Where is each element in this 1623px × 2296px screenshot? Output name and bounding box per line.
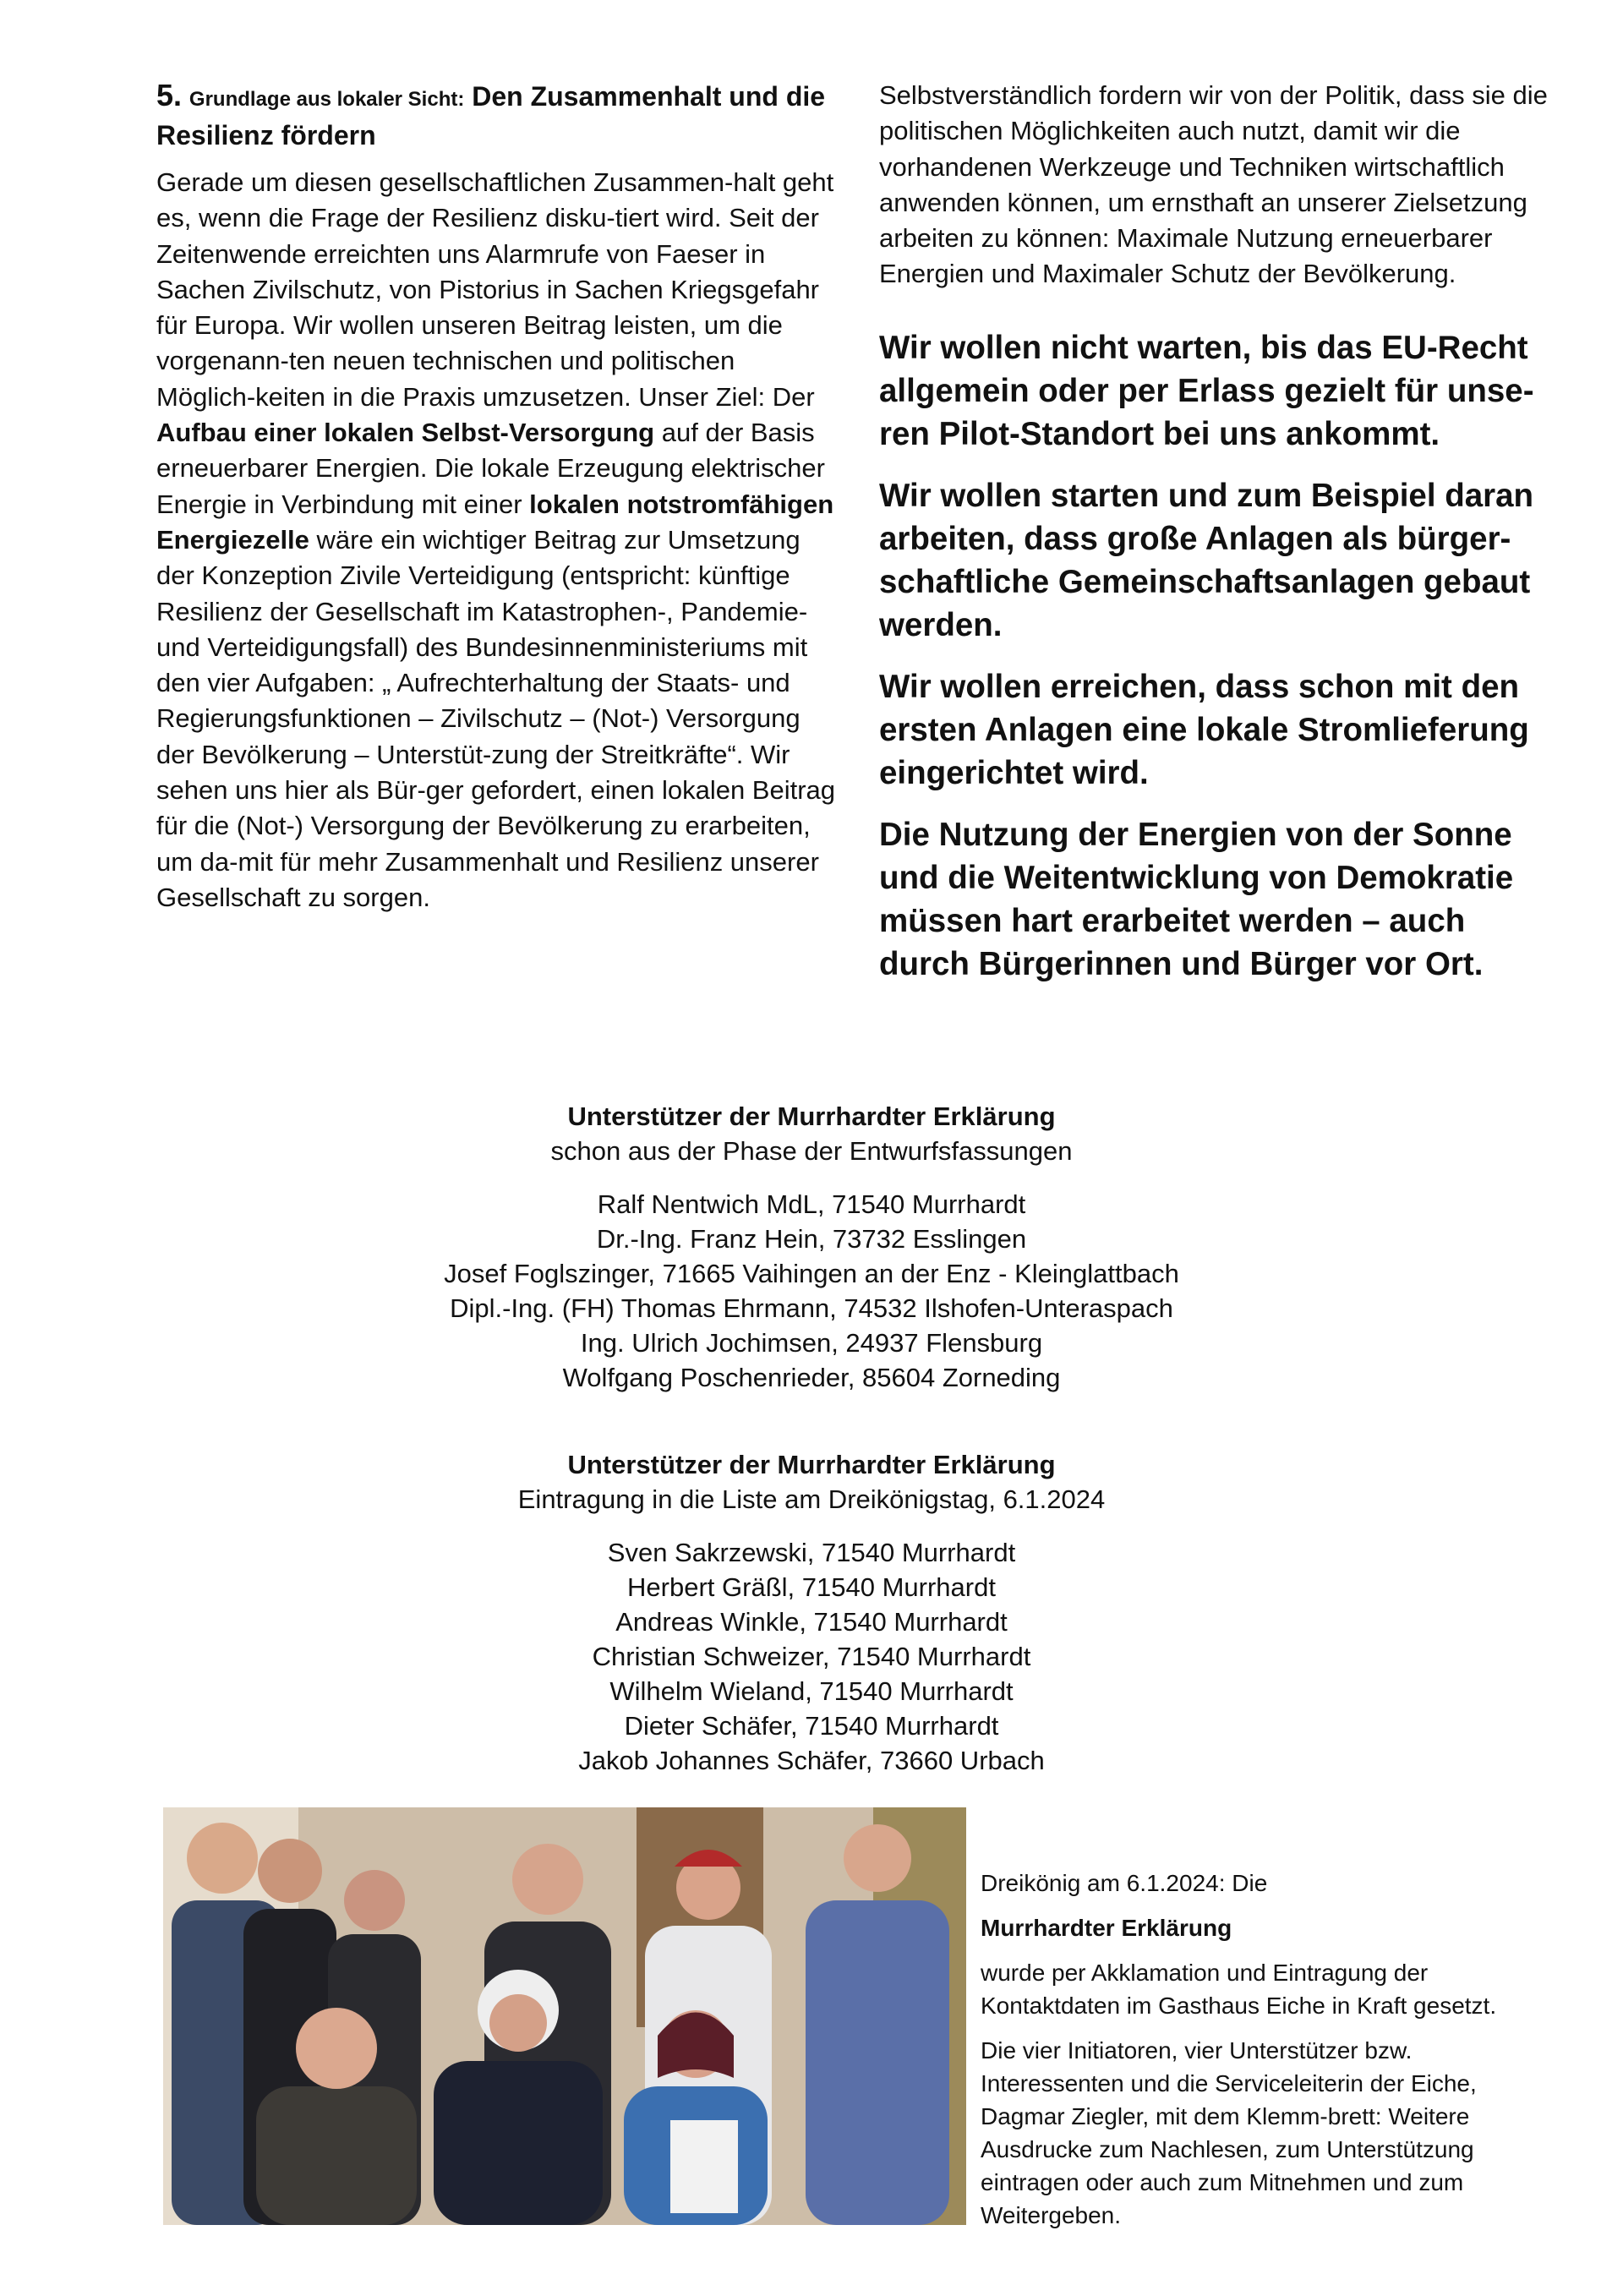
- supporters-2-list: [0, 1535, 1623, 1778]
- section-heading-small: Grundlage aus lokaler Sicht:: [189, 88, 465, 111]
- section-number: 5.: [156, 78, 183, 112]
- supporter-name: Jakob Johannes Schäfer, 73660 Urbach: [578, 1746, 1045, 1775]
- photo-caption: [981, 1867, 1538, 2244]
- caption-line-3: Die vier Initiatoren, vier Unterstützer bzw. Interessenten und die Serviceleiterin der Eiche, Dagmar Ziegler, mit dem Klemm-brett: Weitere Ausdrucke zum Nachlesen, zum Unterstützung eintragen oder auch zum Mitnehmen und zum Weitergeben.: [981, 2037, 1477, 2228]
- caption-line-2: wurde per Akklamation und Eintragung der Kontaktdaten im Gasthaus Eiche in Kraft gesetzt.: [981, 1960, 1497, 2019]
- caption-line-1: Dreikönig am 6.1.2024: Die: [981, 1870, 1268, 1896]
- supporters-1-list: [0, 1187, 1623, 1395]
- supporter-name: Ralf Nentwich MdL, 71540 Murrhardt: [597, 1189, 1026, 1219]
- body-bold-1: Aufbau einer lokalen Selbst-Versorgung: [156, 418, 655, 448]
- body-part-3: wäre ein wichtiger Beitrag zur Umsetzung der Konzeption Zivile Verteidigung (entspricht: künftige Resilienz der Gesellschaft im Katastrophen-, Pandemie- und Verteidigungsfall) des Bundesinnenministeriums mit den vier Aufgaben: „ Aufrechterhaltung der Staats- und Regierungsfunktionen – Zivilschutz – (Not-) Versorgung der Bevölkerung – Unterstüt-zung der Streitkräfte“. Wir sehen uns hier als Bür-ger gefordert, einen lokalen Beitrag für die (Not-) Versorgung der Bevölkerung zu erarbeiten, um da-mit für mehr Zusammenhalt und Resilienz unserer Gesellschaft zu sorgen.: [156, 524, 836, 912]
- supporters-1-title: Unterstützer der Murrhardter Erklärung: [567, 1102, 1056, 1131]
- left-column: [156, 78, 837, 916]
- supporters-2-title: Unterstützer der Murrhardter Erklärung: [567, 1450, 1056, 1479]
- right-column: [879, 78, 1564, 1004]
- callout-2: Wir wollen starten und zum Beispiel daran arbeiten, dass große Anlagen als bürger-schaftliche Gemeinschaftsanlagen gebaut werden.: [879, 477, 1534, 643]
- callout-4: Die Nutzung der Energien von der Sonne und die Weitentwicklung von Demokratie müssen hart erarbeitet werden – auch durch Bürgerinnen und Bürger vor Ort.: [879, 816, 1514, 982]
- caption-bold: Murrhardter Erklärung: [981, 1915, 1232, 1941]
- supporter-name: Ing. Ulrich Jochimsen, 24937 Flensburg: [580, 1328, 1043, 1358]
- supporters-2-subtitle: Eintragung in die Liste am Dreikönigstag, 6.1.2024: [517, 1484, 1106, 1514]
- group-photo-illustration: [163, 1807, 966, 2225]
- section-heading: [156, 78, 837, 153]
- supporters-block-1: [0, 1099, 1623, 1395]
- supporter-name: Wilhelm Wieland, 71540 Murrhardt: [609, 1676, 1014, 1706]
- supporter-name: Andreas Winkle, 71540 Murrhardt: [615, 1607, 1008, 1637]
- right-intro: Selbstverständlich fordern wir von der Politik, dass sie die politischen Möglichkeiten auch nutzt, damit wir die vorhandenen Werkzeuge und Techniken wirtschaftlich anwenden können, um ernsthaft an unserer Zielsetzung arbeiten zu können: Maximale Nutzung erneuerbarer Energien und Maximaler Schutz der Bevölkerung.: [879, 80, 1548, 289]
- supporters-block-2: [0, 1447, 1623, 1778]
- section-heading-large: Den Zusammenhalt und die Resilienz fördern: [156, 81, 826, 150]
- supporter-name: Dipl.-Ing. (FH) Thomas Ehrmann, 74532 Ilshofen-Unteraspach: [450, 1293, 1173, 1323]
- body-part-2: auf der Basis erneuerbarer Energien. Die lokale Erzeugung elektrischer Energie in Verbindung mit einer: [156, 418, 825, 519]
- group-photo: [163, 1807, 966, 2225]
- supporter-name: Dieter Schäfer, 71540 Murrhardt: [624, 1711, 999, 1741]
- section-body: [156, 165, 837, 916]
- supporter-name: Christian Schweizer, 71540 Murrhardt: [592, 1642, 1031, 1671]
- supporter-name: Josef Foglszinger, 71665 Vaihingen an der Enz - Kleinglattbach: [444, 1259, 1179, 1288]
- supporters-1-subtitle: schon aus der Phase der Entwurfsfassungen: [550, 1136, 1073, 1166]
- body-bold-2: lokalen notstromfähigen Energiezelle: [156, 489, 834, 555]
- supporter-name: Wolfgang Poschenrieder, 85604 Zorneding: [562, 1363, 1061, 1392]
- supporter-name: Herbert Gräßl, 71540 Murrhardt: [627, 1572, 996, 1602]
- supporter-name: Dr.-Ing. Franz Hein, 73732 Esslingen: [596, 1224, 1027, 1254]
- body-part-1: Gerade um diesen gesellschaftlichen Zusammen-halt geht es, wenn die Frage der Resilienz disku-tiert wird. Seit der Zeitenwende erreichten uns Alarmrufe von Faeser in Sachen Zivilschutz, von Pistorius in Sachen Kriegsgefahr für Europa. Wir wollen unseren Beitrag leisten, um die vorgenann-ten neuen technischen und politischen Möglich-keiten in die Praxis umzusetzen. Unser Ziel: Der: [156, 167, 834, 412]
- callout-1: Wir wollen nicht warten, bis das EU-Recht allgemein oder per Erlass gezielt für unse-ren Pilot-Standort bei uns ankommt.: [879, 329, 1534, 452]
- callout-3: Wir wollen erreichen, dass schon mit den ersten Anlagen eine lokale Stromlieferung eingerichtet wird.: [879, 668, 1529, 791]
- supporter-name: Sven Sakrzewski, 71540 Murrhardt: [607, 1538, 1016, 1567]
